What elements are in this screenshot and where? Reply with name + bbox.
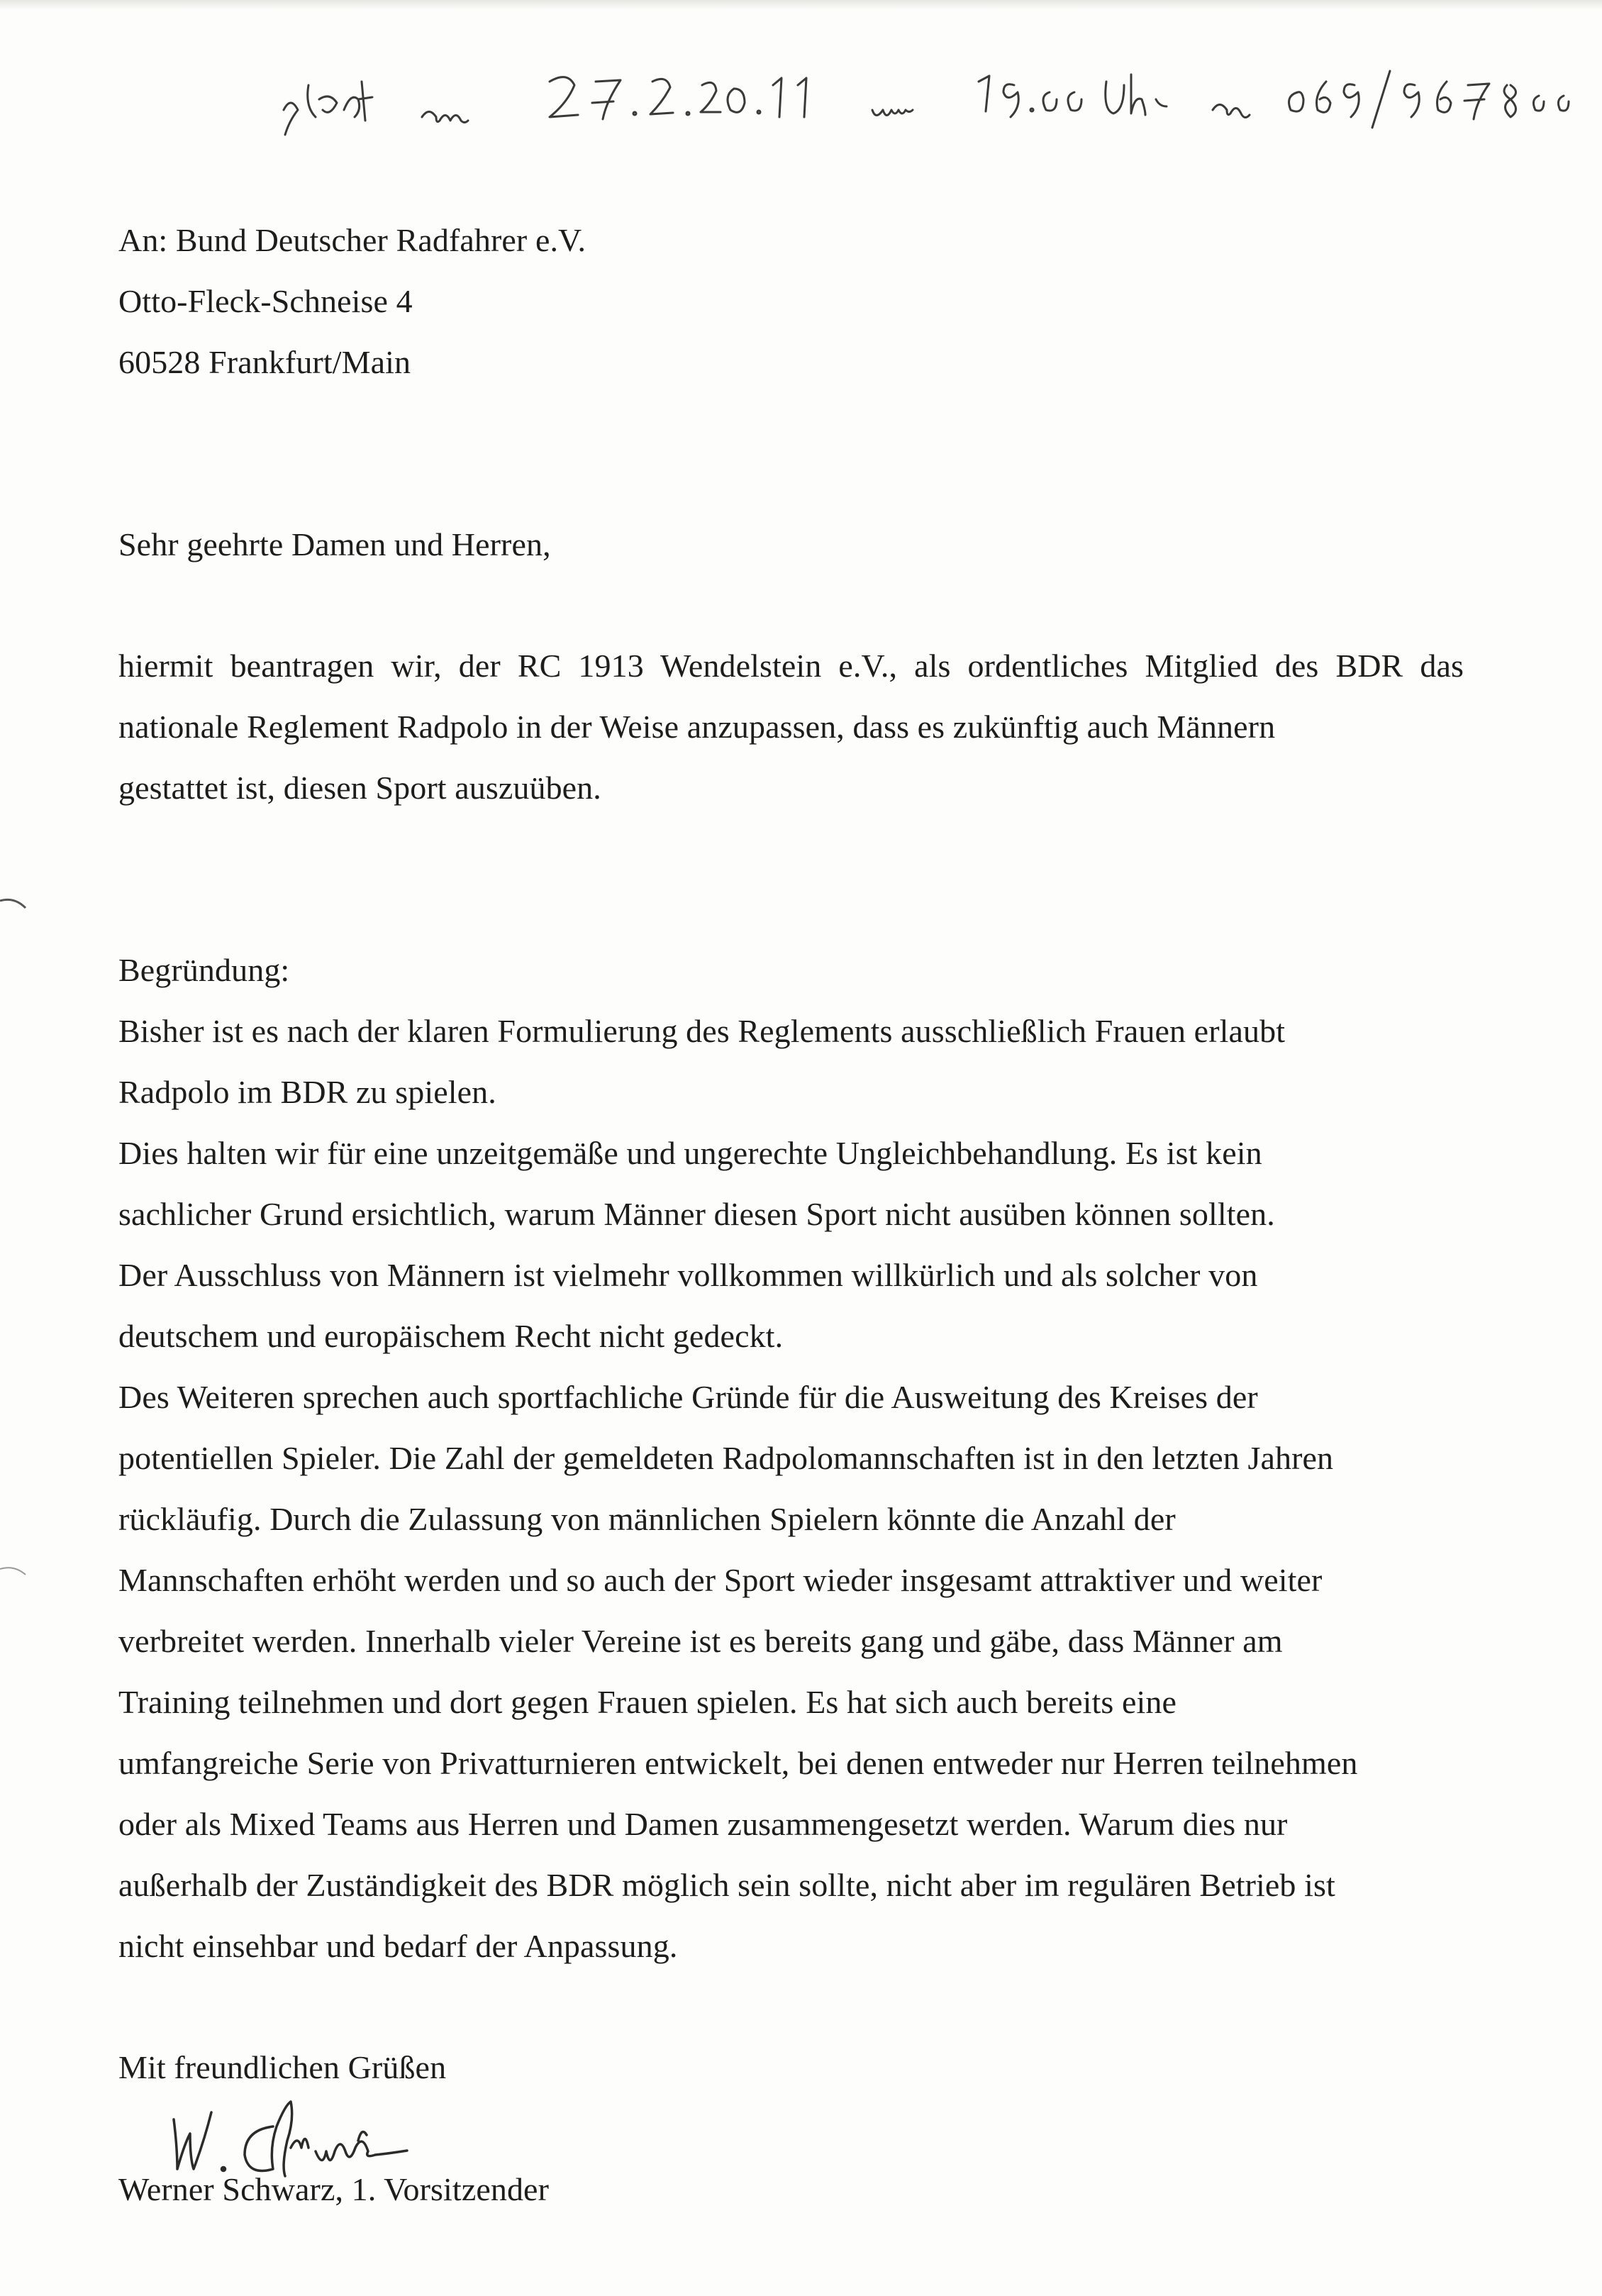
reason-line-14: oder als Mixed Teams aus Herren und Damen zusammengesetzt werden. Warum dies nur (118, 1806, 1288, 1842)
reason-line-1: Bisher ist es nach der klaren Formulierung des Reglements ausschließlich Frauen erlaubt (118, 1013, 1286, 1049)
reason-line-11: verbreitet werden. Innerhalb vieler Vereine ist es bereits gang und gäbe, dass Männer am (118, 1623, 1283, 1659)
punch-mark-lower (0, 1562, 28, 1583)
reason-line-3: Dies halten wir für eine unzeitgemäße und ungerechte Ungleichbehandlung. Es ist kein (118, 1135, 1262, 1171)
reason-line-4: sachlicher Grund ersichtlich, warum Männer diesen Sport nicht ausüben können sollten. (118, 1196, 1275, 1232)
punch-mark-upper (0, 895, 28, 916)
recipient-line-1: An: Bund Deutscher Radfahrer e.V. (118, 222, 586, 258)
request-line-2: nationale Reglement Radpolo in der Weise anzupassen, dass es zukünftig auch Männern (118, 709, 1276, 745)
reason-line-6: deutschem und europäischem Recht nicht gedeckt. (118, 1318, 784, 1354)
signatory: Werner Schwarz, 1. Vorsitzender (118, 2171, 549, 2207)
handwritten-fax-note-scribble (269, 43, 1596, 156)
reason-heading: Begründung: (118, 952, 290, 988)
recipient-line-3: 60528 Frankfurt/Main (118, 344, 411, 380)
reason-line-8: potentiellen Spieler. Die Zahl der gemeldeten Radpolomannschaften ist in den letzten Jahren (118, 1440, 1334, 1476)
reason-line-2: Radpolo im BDR zu spielen. (118, 1074, 496, 1110)
scan-edge-shadow (0, 0, 1602, 10)
recipient-line-2: Otto-Fleck-Schneise 4 (118, 283, 413, 319)
signature-scribble (167, 2098, 465, 2183)
request-line-3: gestattet ist, diesen Sport auszuüben. (118, 770, 601, 806)
request-line-1: hiermit beantragen wir, der RC 1913 Wendelstein e.V., als ordentliches Mitglied des BDR das (118, 648, 1464, 684)
reason-line-12: Training teilnehmen und dort gegen Frauen spielen. Es hat sich auch bereits eine (118, 1684, 1177, 1720)
reason-line-16: nicht einsehbar und bedarf der Anpassung. (118, 1928, 678, 1964)
handwritten-signature (167, 2098, 465, 2183)
salutation: Sehr geehrte Damen und Herren, (118, 526, 551, 562)
handwritten-fax-note (269, 43, 1596, 156)
reason-line-13: umfangreiche Serie von Privatturnieren entwickelt, bei denen entweder nur Herren teilnehmen (118, 1745, 1358, 1781)
reason-line-5: Der Ausschluss von Männern ist vielmehr vollkommen willkürlich und als solcher von (118, 1257, 1258, 1293)
reason-line-7: Des Weiteren sprechen auch sportfachliche Gründe für die Ausweitung des Kreises der (118, 1379, 1258, 1415)
reason-line-9: rückläufig. Durch die Zulassung von männlichen Spielern könnte die Anzahl der (118, 1501, 1176, 1537)
reason-line-15: außerhalb der Zuständigkeit des BDR möglich sein sollte, nicht aber im regulären Betrieb ist (118, 1867, 1335, 1903)
closing: Mit freundlichen Grüßen (118, 2049, 447, 2085)
reason-line-10: Mannschaften erhöht werden und so auch der Sport wieder insgesamt attraktiver und weiter (118, 1562, 1323, 1598)
